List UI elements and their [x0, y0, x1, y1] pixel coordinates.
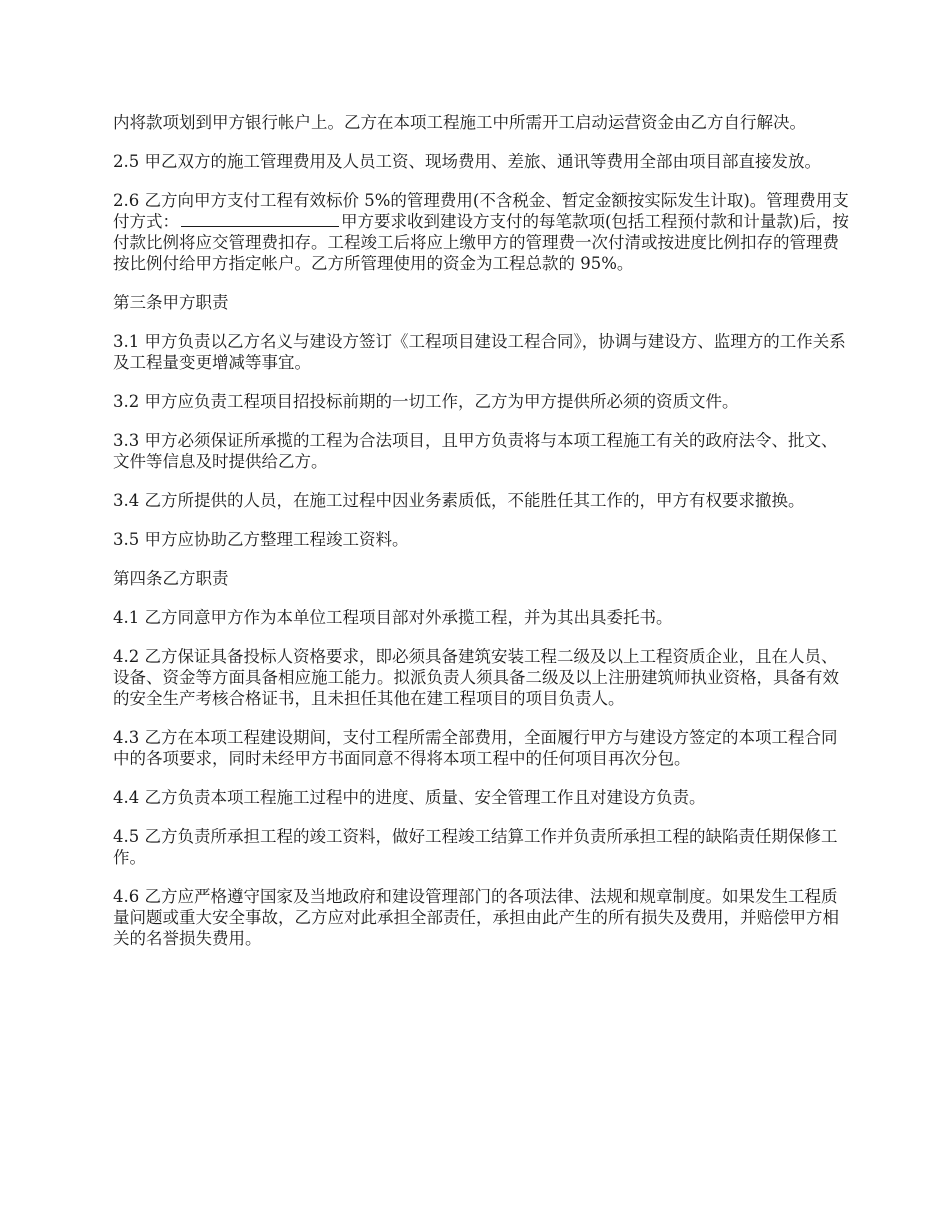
paragraph-2-6-part-1: 2.6 乙方向甲方支付工程有效标价 5%的管理费用(不含税金、暂定金额按实际发生计取)。管理费用支付方式： — [113, 191, 849, 231]
paragraph-4-3: 4.3 乙方在本项工程建设期间，支付工程所需全部费用，全面履行甲方与建设方签定的本项工程合同中的各项要求，同时未经甲方书面同意不得将本项工程中的任何项目再次分包。 — [113, 728, 838, 768]
paragraph-payment-continuation: 内将款项划到甲方银行帐户上。乙方在本项工程施工中所需开工启动运营资金由乙方自行解决。 — [113, 113, 806, 132]
paragraph-4-1: 4.1 乙方同意甲方作为本单位工程项目部对外承揽工程，并为其出具委托书。 — [113, 608, 673, 627]
document-body — [113, 112, 853, 967]
paragraph-3-4: 3.4 乙方所提供的人员，在施工过程中因业务素质低，不能胜任其工作的，甲方有权要求撤换。 — [113, 491, 805, 510]
paragraph-3-3: 3.3 甲方必须保证所承揽的工程为合法项目，且甲方负责将与本项工程施工有关的政府法令、批文、文件等信息及时提供给乙方。 — [113, 431, 838, 471]
paragraph-4-6: 4.6 乙方应严格遵守国家及当地政府和建设管理部门的各项法律、法规和规章制度。如果发生工程质量问题或重大安全事故，乙方应对此承担全部责任，承担由此产生的所有损失及费用，并赔偿甲方相关的名誉损失费用。 — [113, 887, 839, 948]
paragraph-2-6 — [113, 190, 853, 274]
paragraph-3-5: 3.5 甲方应协助乙方整理工程竣工资料。 — [113, 530, 409, 549]
paragraph-3-1: 3.1 甲方负责以乙方名义与建设方签订《工程项目建设工程合同》，协调与建设方、监理方的工作关系及工程量变更增减等事宜。 — [113, 332, 846, 372]
paragraph-2-6-part-2: 甲方要求收到建设方支付的每笔款项(包括工程预付款和计量款)后，按付款比例将应交管理费扣存。工程竣工后将应上缴甲方的管理费一次付清或按进度比例扣存的管理费按比例付给甲方指定帐户。乙方所管理使用的资金为工程总款的 95%。 — [113, 212, 849, 273]
payment-method-blank-line[interactable] — [181, 211, 339, 227]
section-heading-article-3: 第三条甲方职责 — [113, 293, 229, 312]
paragraph-4-2: 4.2 乙方保证具备投标人资格要求，即必须具备建筑安装工程二级及以上工程资质企业，且在人员、设备、资金等方面具备相应施工能力。拟派负责人须具备二级及以上注册建筑师执业资格，具备有效的安全生产考核合格证书，且未担任其他在建工程项目的项目负责人。 — [113, 647, 839, 708]
section-heading-article-4: 第四条乙方职责 — [113, 569, 229, 588]
paragraph-4-5: 4.5 乙方负责所承担工程的竣工资料，做好工程竣工结算工作并负责所承担工程的缺陷责任期保修工作。 — [113, 827, 838, 867]
paragraph-2-5: 2.5 甲乙双方的施工管理费用及人员工资、现场费用、差旅、通讯等费用全部由项目部直接发放。 — [113, 152, 821, 171]
paragraph-3-2: 3.2 甲方应负责工程项目招投标前期的一切工作，乙方为甲方提供所必须的资质文件。 — [113, 392, 739, 411]
paragraph-4-4: 4.4 乙方负责本项工程施工过程中的进度、质量、安全管理工作且对建设方负责。 — [113, 788, 706, 807]
